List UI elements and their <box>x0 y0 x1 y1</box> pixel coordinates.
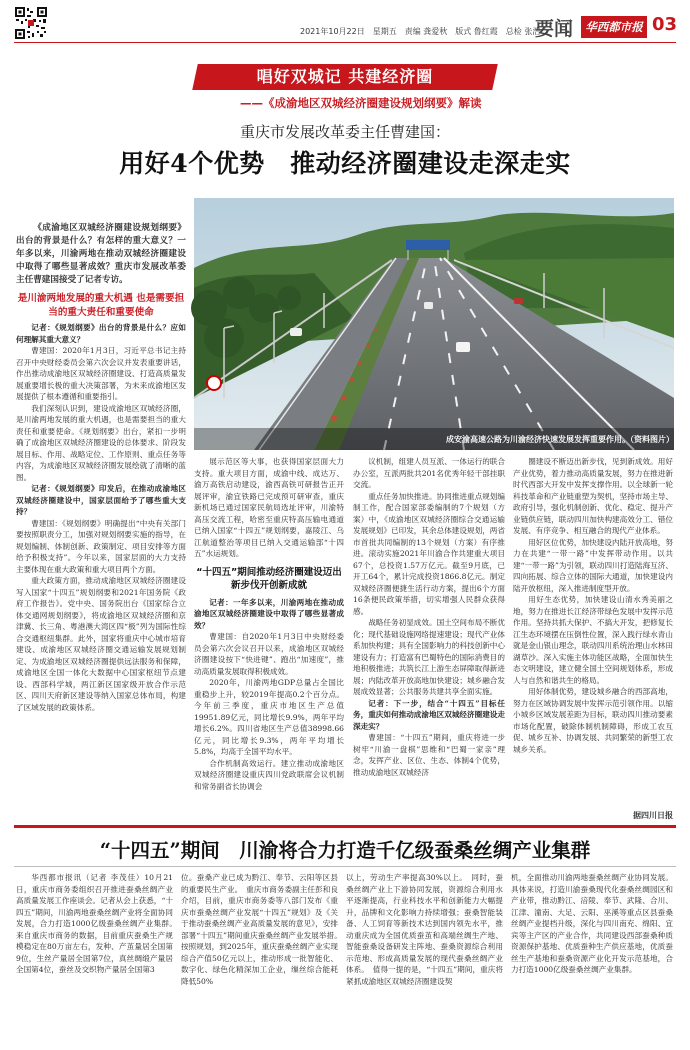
headline: 用好4个优势 推动经济圈建设走深走实 <box>119 149 571 178</box>
paragraph: 2020年，川渝两地GDP总量占全国比重稳步上升，较2019年提高0.2个百分点。今年前三季度，重庆市地区生产总值19951.89亿元，同比增长9.9%，两年平均增长6.2%。四川省地区生产总值38998.66亿元，同比增长9.3%，两年平均增长5.8%，均高于全国平均水平。 <box>194 678 344 756</box>
story2-column-3 <box>346 872 503 1044</box>
paragraph: 曹建国：《规划纲要》明确提出“中央有关部门要按照职责分工，加强对规划纲要实施的指导，在规划编制、体制创新、政策制定、项目安排等方面给予积极支持”。今年以来，国家层面的大力支持主要体现在重大政策和重大项目两个方面。 <box>16 518 186 574</box>
paragraph: 机，全面推动川渝两地蚕桑丝绸产业协同发展。具体来说，打造川渝蚕桑现代化蚕桑丝绸园区和产业带，推动黔江、涪陵、奉节、武隆、合川、江津、潼南、大足、云阳、巫溪等重点区县蚕桑丝绸产业提档升级，深化与四川南充、绵阳、宜宾等主产区的产业合作，共同建设西部蚕桑种质资源保护基地、优质蚕种生产供应基地，优质蚕丝生产基地和蚕桑资源产业化开发示范基地，合力打造1000亿级蚕桑丝绸产业集群。 <box>511 873 673 974</box>
article-column-2 <box>194 456 344 816</box>
lead-paragraph: 《成渝地区双城经济圈建设规划纲要》出台的背景是什么？有怎样的重大意义？一年多以来，川渝两地在推动双城经济圈建设中取得了哪些显著成效？重庆市发展改革委主任曹建国接受了记者专访。 <box>16 223 186 285</box>
story2-column-1 <box>16 872 181 1044</box>
section-label: 要闻 <box>535 18 574 40</box>
paragraph: 曹建国：自2020年1月3日中央财经委员会第六次会议召开以来，成渝地区双城经济圈建设按下“快进键”、跑出“加速度”，推动高质量发展取得积极成效。 <box>194 632 344 676</box>
article-column-1 <box>16 322 186 816</box>
paragraph: 用好区位优势，加快建设内陆开放高地，努力在共建“一带一路”中发挥带动作用。以共建“一带一路”为引领，联动四川打造陆海互济、四向拓展、综合立体的国际大通道，加快建设内陆开放枢纽，深入推进制度型开放。 <box>513 537 673 593</box>
paragraph: 用好体制优势，建设城乡融合的西部高地，努力在区域协调发展中发挥示范引领作用。以缩小城乡区域发展差距为目标，联动四川推动要素市场化配置，破除体制机制障碍，形成工农互促、城乡互补、协调发展、共同繁荣的新型工农城乡关系。 <box>513 687 673 754</box>
story2-headline: “十四五”期间 川渝将合力打造千亿级蚕桑丝绸产业集群 <box>99 839 591 862</box>
paragraph: 记者：下一步，结合“十四五”目标任务，重庆如何推动成渝地区双城经济圈建设走深走实？ <box>353 698 505 731</box>
paragraph: 记者：《规划纲要》出台的背景是什么？应如何理解其重大意义？ <box>16 323 186 344</box>
subhead-opportunity <box>16 292 186 320</box>
paragraph: 战略任务初显成效。国土空间布局不断优化；现代基础设施网络提速建设；现代产业体系加快构建；具有全国影响力的科技创新中心建设有力；打造富有巴蜀特色的国际消费目的地积极推进；共筑长江上游生态屏障取得新进展；内陆改革开放高地加快建设；城乡融合发展成效显著；公共服务共建共享全面实施。 <box>353 618 505 696</box>
highway-photo <box>194 198 674 450</box>
header-rule <box>14 42 676 43</box>
paragraph: 以上，劳动生产率提高30%以上。 同时，蚕桑丝绸产业上下游协同发展，资源综合利用水平逐渐提高，行业科技水平和创新能力大幅提升，品牌和文化影响力持续增强；蚕桑智能装备、人工饲育等新技术达到国内领先水平，推动重庆成为全国优质蚕茧和高端丝绸生产地、智能蚕桑设备研发主阵地、蚕桑资源综合利用示范地、形成高质量发展的现代蚕桑丝绸产业体系。 值得一提的是，“十四五”期间，重庆将紧抓成渝地区双城经济圈建设契 <box>346 873 503 986</box>
story2-column-4 <box>511 872 673 1044</box>
paragraph: 议机制，组建人员互派、一体运行的联合办公室，互派两批共201名优秀年轻干部挂职交流。 <box>353 457 505 489</box>
article-source: 据四川日报 <box>633 811 673 820</box>
paragraph: 圈建设不断迈出新步伐，见到新成效。用好产业优势，着力推动高质量发展，努力在推进新时代西部大开发中发挥支撑作用。以全球新一轮科技革命和产业链重塑为契机，坚持市场主导、政府引导，强化机制创新、优化、稳定、提升产业链供应链，联动四川加快构建高效分工、错位发展、有序竞争、相互融合的现代产业体系。 <box>513 457 673 535</box>
subkicker: ——《成渝地区双城经济圈建设规划纲要》解读 <box>240 96 482 110</box>
paragraph: 位。蚕桑产业已成为黔江、奉节、云阳等区县的重要民生产业。 重庆市商务委副主任彭和良介绍，目前，重庆市商务委等八部门发布《重庆市蚕桑丝绸产业发展“十四五”规划》及《关于推动蚕桑丝绸产业高质量发展的意见》，安排部署“十四五”期间重庆蚕桑丝绸产业发展举措。 按照规划，到2025年，重庆蚕桑丝绸产业实现综合产值50亿元以上，推动形成一批智能化、数字化、绿色化精深加工企业，缫丝综合能耗降低50% <box>181 873 346 986</box>
deck: 重庆市发展改革委主任曹建国： <box>239 123 450 141</box>
paper-name: 华西都市报 <box>585 20 643 34</box>
story2-column-2 <box>181 872 346 1044</box>
photo-caption: 成安渝高速公路为川渝经济快速发展发挥重要作用。（资料图片） <box>446 435 674 444</box>
paragraph: 展示范区等大事，也获得国家层面大力支持。重大项目方面，成渝中线、成达万、渝万高铁启动建设，渝西高铁可研报告正开展评审，渝宜铁路已完成预可研审查，重庆新机场已通过国家民航局选址评审，川渝特高压交流工程，哈密至重庆特高压输电通道已纳入国家“十四五”规划纲要，嘉陵江、乌江航道整治等项目已纳入交通运输部“十四五”水运规划。 <box>194 457 344 558</box>
paragraph: 华西都市报讯（记者 李茂佳）10月21日，重庆市商务委组织召开推进蚕桑丝绸产业高质量发展工作座谈会。记者从会上获悉，“十四五”期间，川渝两地蚕桑丝绸产业将全面协同发展，合力打造1000亿级蚕桑丝绸产业集群。 来自重庆市商务的数据，目前重庆蚕桑生产规模稳定在80万亩左右，发种、产茧量居全国第9位，生丝产量居全国第7位，真丝绸缎产量居全国第4位，蚕丝及交织物产量居全国第3 <box>16 873 181 974</box>
story2-rule <box>14 866 676 867</box>
page-number: 03 <box>652 14 678 35</box>
article-column-3 <box>353 456 505 816</box>
story2-top-rule <box>14 825 676 828</box>
paragraph: 曹建国：“十四五”期间，重庆将进一步树牢“川渝一盘棋”思维和“巴蜀一家亲”理念，发挥产业、区位、生态、体制4个优势，推动成渝地区双城经济 <box>353 733 505 777</box>
paragraph: 合作机制高效运行。建立推动成渝地区双城经济圈建设重庆四川党政联席会议机制和常务副省长协调会 <box>194 758 344 791</box>
paragraph: 我们深刻认识到，建设成渝地区双城经济圈，是川渝两地发展的重大机遇，也是需要担当的重大责任和重要使命。《规划纲要》出台，紧扣一步明确了成渝地区双城经济圈建设的总体要求、阶段发展目标、作用、战略定位、工作原则、重点任务等内容，为成渝地区双城经济圈发展绘就了清晰的蓝图。 <box>16 403 186 482</box>
paper-logo <box>581 16 647 38</box>
paragraph: 重大政策方面，推动成渝地区双城经济圈建设写入国家“十四五”规划纲要和2021年国务院《政府工作报告》。党中央、国务院出台《国家综合立体交通网规划纲要》，将成渝地区双城经济圈和京津冀、长三角、粤港澳大湾区四“极”列为国际性综合交通枢纽集群。此外，国家将重庆中心城市培育建设、成渝地区双城经济圈交通运输发展规划制定、为成渝地区双城经济圈提供远法服务和保障，成渝地区全国一体化大数据中心国家枢纽节点建设、西部科学城，两江新区国家级开放合作示范区、四川天府新区建设等纳入国家总体布局，构建了区域发展的政策体系。 <box>16 576 186 712</box>
paragraph: 曹建国：2020年1月3日，习近平总书记主持召开中央财经委员会第六次会议并发表重要讲话，作出推动成渝地区双城经济圈建设、打造高质量发展重要增长极的重大决策部署，为未来成渝地区发展提供了根本遵循和重要指引。 <box>16 346 186 401</box>
paragraph: 记者：一年多以来，川渝两地在推动成渝地区双城经济圈建设中取得了哪些显著成效？ <box>194 597 344 630</box>
kicker-text: 唱好双城记 共建经济圈 <box>256 67 434 86</box>
qr-code-icon <box>14 6 48 40</box>
header-date-line: 2021年10月22日 星期五 责编 龚爱秋 版式 鲁红霞 总检 张浩 <box>300 27 541 36</box>
paragraph: 用好生态优势，加快建设山清水秀美丽之地，努力在推进长江经济带绿色发展中发挥示范作用。坚持共抓大保护、不搞大开发，把修复长江生态环境摆在压倒性位置，深入践行绿水青山就是金山银山理念，联动四川系统治理山水林田湖草沙。深入实施主体功能区战略，全面加快生态文明建设，建立健全国土空间规划体系，形成人与自然和谐共生的格局。 <box>513 595 673 685</box>
subhead-opportunity-text: 是川渝两地发展的重大机遇 也是需要担当的重大责任和重要使命 <box>17 293 185 318</box>
subhead-new-steps: “十四五”期间推动经济圈建设迈出新步伐开创新成就 <box>196 566 342 591</box>
article-column-4 <box>513 456 673 808</box>
paragraph: 记者：《规划纲要》印发后，在推动成渝地区双城经济圈建设中，国家层面给予了哪些重大支持？ <box>16 484 186 516</box>
paragraph: 重点任务加快推进。协同推进重点规划编制工作，配合国家部委编制的7个规划（方案）中，《成渝地区双城经济圈综合交通运输发展规划》已印发，其余总体建设规划，两省市首批共同编制的13个规划（方案）有序推进。滚动实施2021年川渝合作共建重大项目67个，总投资1.57万亿元。截至9月底，已开工64个，累计完成投资1866.8亿元。制定双城经济圈便捷生活行动方案，提出6个方面16条便民政策举措，切实增强人民群众获得感。 <box>353 491 505 616</box>
